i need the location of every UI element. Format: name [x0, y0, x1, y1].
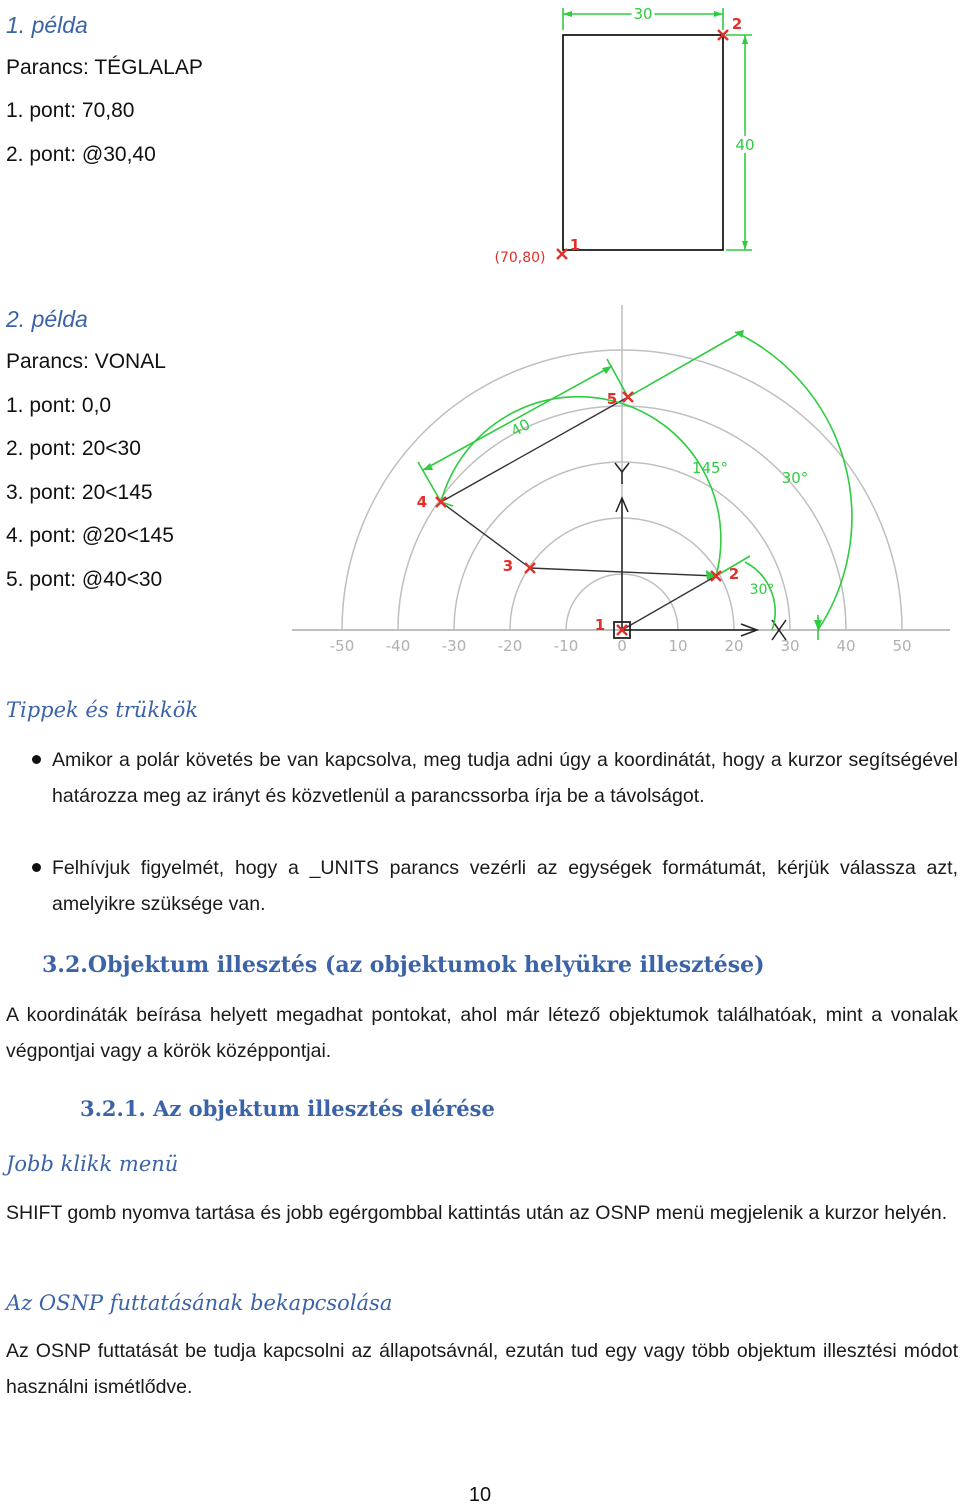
example1-title: 1. példa [6, 12, 88, 38]
width-dimension-label: 30 [633, 5, 653, 23]
tick-label: 20 [724, 637, 744, 655]
example2-point2: 2. pont: 20<30 [6, 437, 141, 460]
angle-30-label-large: 30° [781, 469, 809, 487]
polar-figure [280, 295, 960, 665]
tip-bullet-1: Amikor a polár követés be van kapcsolva, meg tudja adni úgy a koordinátát, hogy a kurzor segítségével határozza meg az irányt és közvetlenül a parancssorba írja be a távolságot. [52, 749, 958, 807]
right-click-heading: Jobb klikk menü [6, 1152, 179, 1176]
osnp-heading: Az OSNP futtatásának bekapcsolása [6, 1291, 393, 1315]
rectangle-figure [480, 0, 780, 275]
tips-heading: Tippek és trükkök [6, 698, 199, 722]
point-3-label: 3 [502, 557, 514, 575]
tick-label: 30 [780, 637, 800, 655]
angle-30-label-small: 30° [749, 582, 775, 598]
tick-label: 0 [617, 637, 627, 655]
tick-label: 40 [836, 637, 856, 655]
example1-point1: 1. pont: 70,80 [6, 99, 135, 122]
osnp-body: Az OSNP futtatását be tudja kapcsolni az állapotsávnál, ezután tud egy vagy több objektum illesztési módot használni ismétlődve. [6, 1340, 958, 1398]
bullet-icon [32, 755, 41, 764]
point1-coordinate: (70,80) [494, 250, 546, 266]
example2-point5: 5. pont: @40<30 [6, 568, 163, 591]
point-markers [436, 392, 721, 638]
tick-label: 10 [668, 637, 688, 655]
point-2-label: 2 [728, 565, 740, 583]
tick-label: -50 [329, 637, 355, 655]
tick-label: 50 [892, 637, 912, 655]
right-click-body: SHIFT gomb nyomva tartása és jobb egérgombbal kattintás után az OSNP menü megjelenik a kurzor helyén. [6, 1202, 948, 1224]
example1-point2: 2. pont: @30,40 [6, 143, 156, 166]
point1-label: 1 [569, 236, 581, 254]
rectangle-shape [563, 35, 723, 250]
section-3-2-1-heading: 3.2.1. Az objektum illesztés elérése [80, 1096, 495, 1121]
example2-command: Parancs: VONAL [6, 350, 166, 373]
tick-label: -30 [441, 637, 467, 655]
height-dimension-label: 40 [735, 136, 755, 154]
example2-title: 2. példa [6, 306, 88, 332]
tip-bullet-2: Felhívjuk figyelmét, hogy a _UNITS parancs vezérli az egységek formátumát, kérjük válassza azt, amelyikre szüksége van. [52, 857, 958, 915]
tick-label: -10 [553, 637, 579, 655]
length-40-label: 40 [507, 415, 534, 441]
example2-point1: 1. pont: 0,0 [6, 394, 112, 417]
example2-point4: 4. pont: @20<145 [6, 524, 174, 547]
point-1-label: 1 [594, 616, 606, 634]
example2-point3: 3. pont: 20<145 [6, 481, 153, 504]
bullet-icon [32, 863, 41, 872]
section-3-2-body: A koordináták beírása helyett megadhat pontokat, ahol már létező objektumok találhatóak, mint a vonalak végpontjai vagy a körök középpontjai. [6, 1004, 958, 1062]
section-3-2-heading: 3.2.Objektum illesztés (az objektumok helyükre illesztése) [42, 952, 765, 978]
point-4-label: 4 [416, 493, 428, 511]
angle-145-label: 145° [691, 459, 729, 477]
point2-label: 2 [731, 15, 743, 33]
tick-label: -40 [385, 637, 411, 655]
point1-marker [557, 249, 567, 259]
point-5-label: 5 [606, 390, 618, 408]
tick-label: -20 [497, 637, 523, 655]
example1-command: Parancs: TÉGLALAP [6, 56, 203, 79]
axis-tick-labels [330, 637, 912, 655]
page-number: 10 [468, 1484, 492, 1506]
